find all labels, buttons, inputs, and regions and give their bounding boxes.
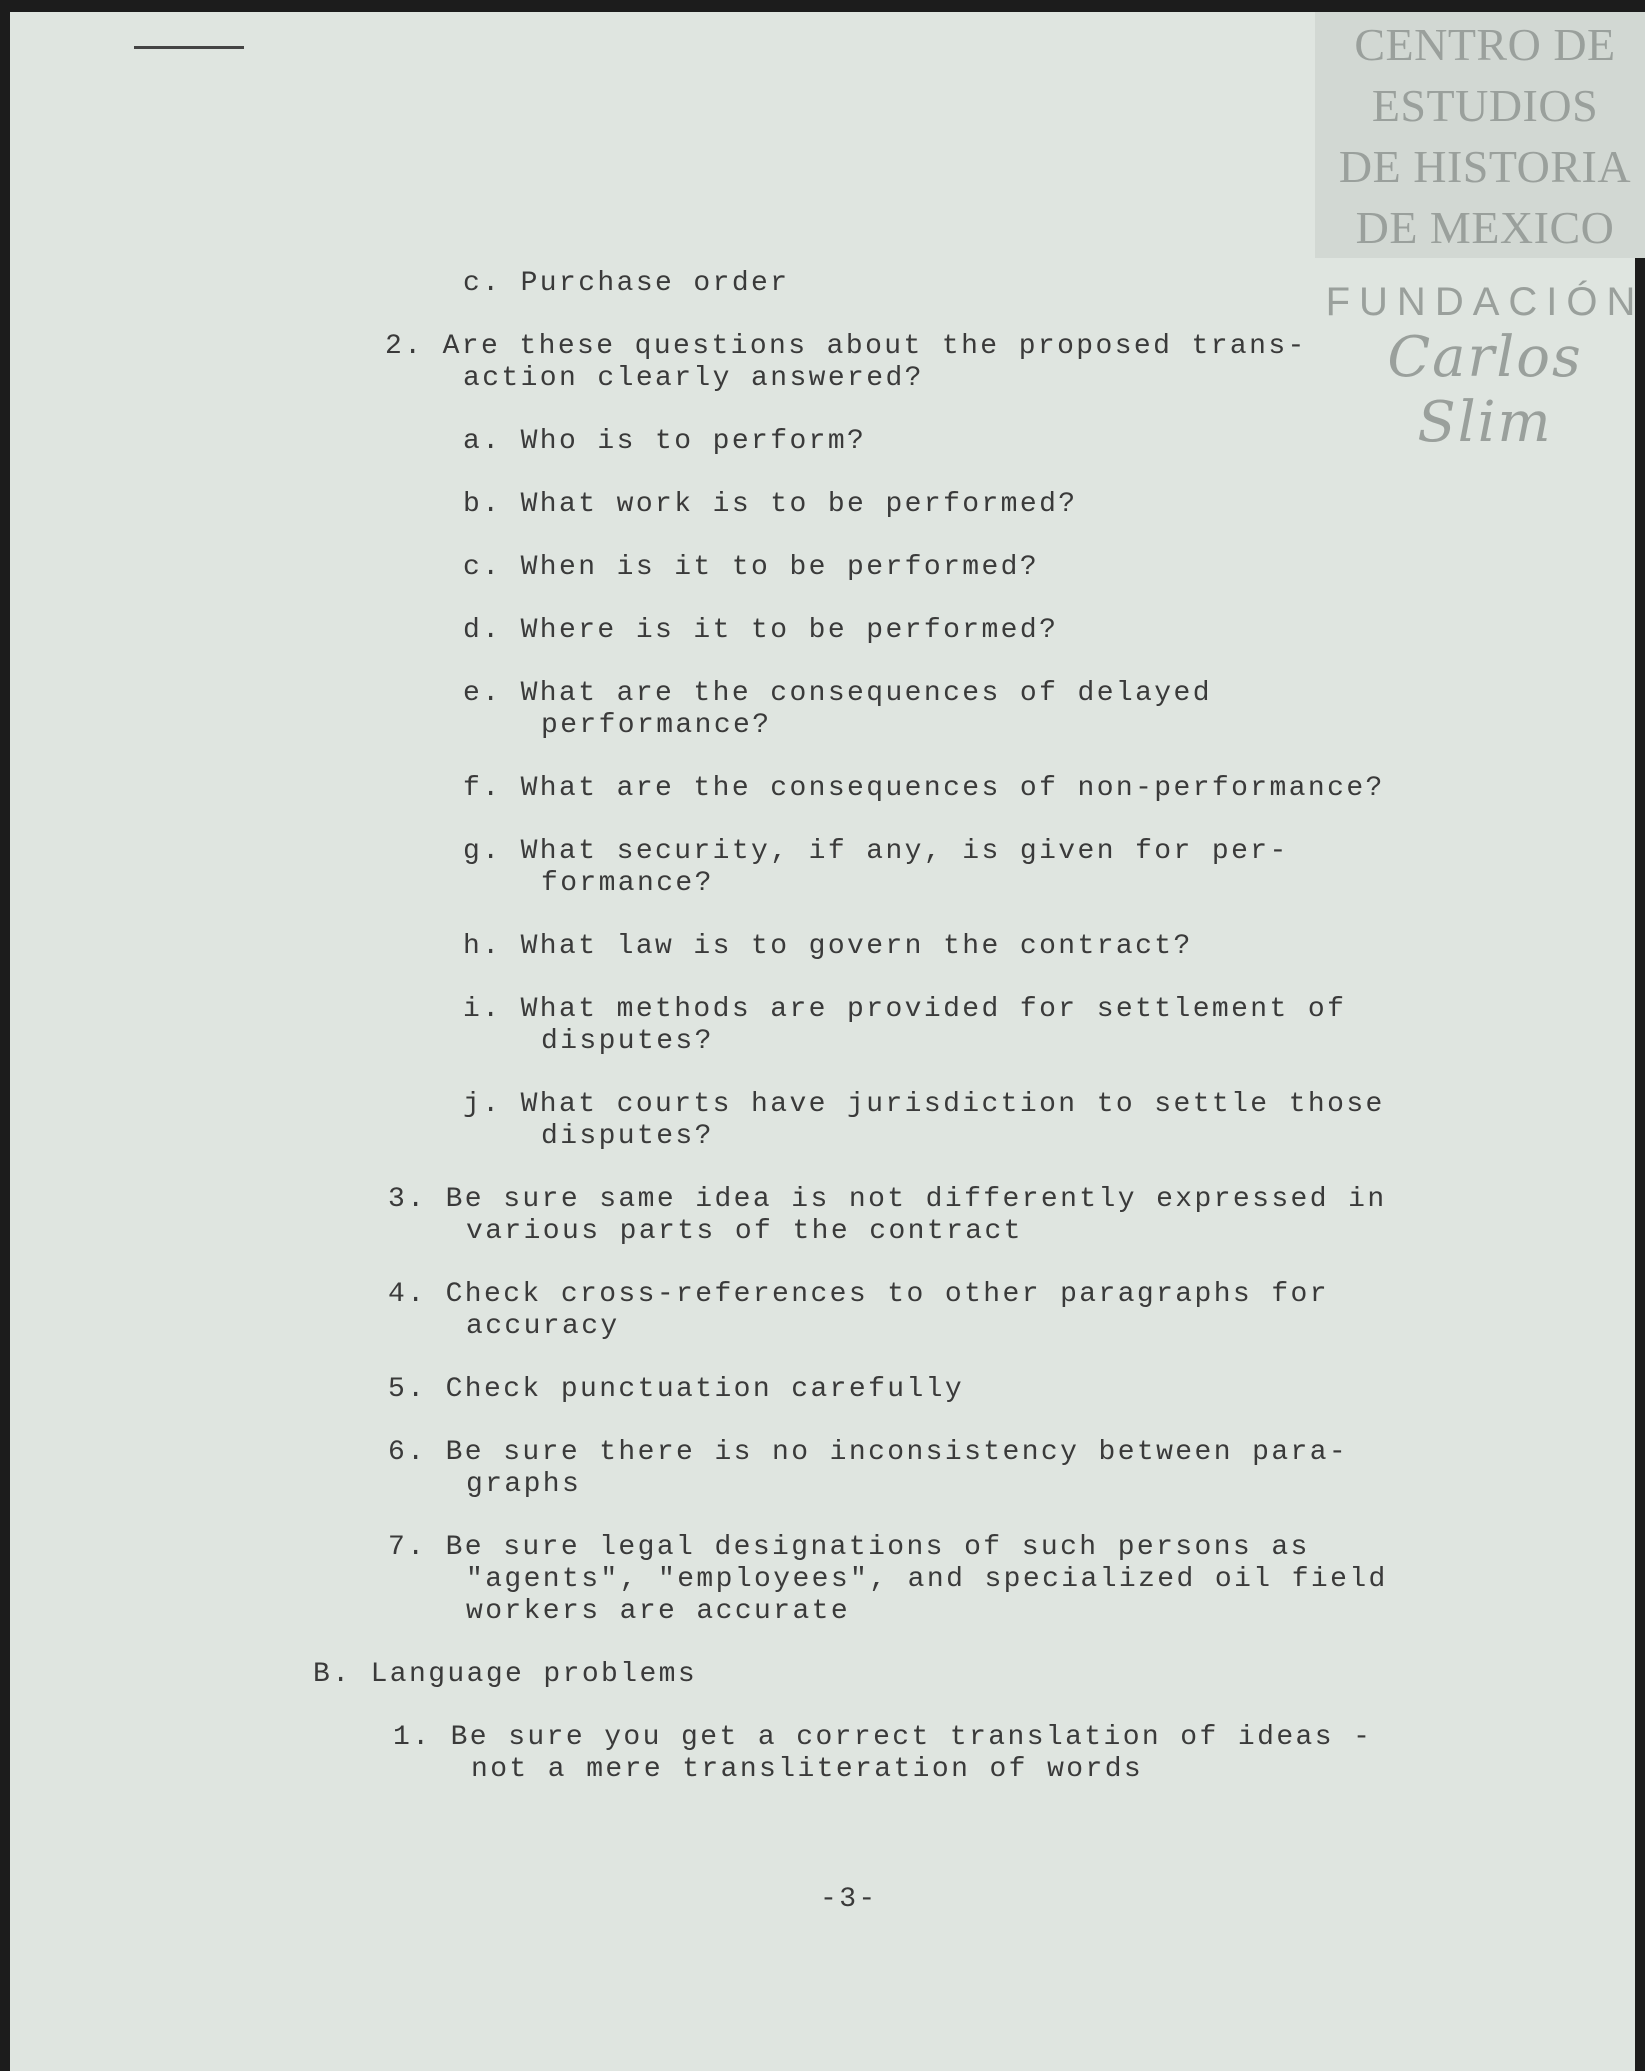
- archive-watermark: [1315, 12, 1645, 455]
- list-item: 2. Are these questions about the proposed trans-: [385, 331, 1307, 362]
- list-item: d. Where is it to be performed?: [463, 615, 1059, 646]
- watermark-signature-logo: Carlos Slim: [1387, 325, 1583, 455]
- list-item: g. What security, if any, is given for per-: [463, 836, 1289, 867]
- document-page: [10, 12, 1645, 2071]
- watermark-line: ESTUDIOS: [1371, 80, 1599, 131]
- list-item-continuation: accuracy: [466, 1311, 620, 1342]
- watermark-line: DE MEXICO: [1355, 202, 1615, 253]
- list-item-continuation: action clearly answered?: [463, 363, 924, 394]
- list-item: c. Purchase order: [463, 268, 790, 299]
- list-item: 5. Check punctuation carefully: [388, 1374, 965, 1405]
- list-item: 1. Be sure you get a correct translation of ideas -: [393, 1722, 1373, 1753]
- list-item-continuation: "agents", "employees", and specialized oil field: [466, 1564, 1388, 1595]
- list-item-continuation: graphs: [466, 1469, 582, 1500]
- list-item-continuation: workers are accurate: [466, 1596, 851, 1627]
- list-item: b. What work is to be performed?: [463, 489, 1078, 520]
- list-item: a. Who is to perform?: [463, 426, 867, 457]
- list-item: j. What courts have jurisdiction to settle those: [463, 1089, 1385, 1120]
- watermark-fundacion: FUNDACIÓN: [1325, 280, 1645, 324]
- list-item: c. When is it to be performed?: [463, 552, 1040, 583]
- list-item: i. What methods are provided for settlement of: [463, 994, 1347, 1025]
- top-margin-mark: [134, 46, 244, 49]
- watermark-box: [1315, 12, 1645, 258]
- list-item: f. What are the consequences of non-performance?: [463, 773, 1385, 804]
- list-item-continuation: performance?: [541, 710, 772, 741]
- list-item: 3. Be sure same idea is not differently expressed in: [388, 1184, 1387, 1215]
- watermark-line: DE HISTORIA: [1338, 141, 1632, 192]
- list-item: e. What are the consequences of delayed: [463, 678, 1212, 709]
- list-item-continuation: formance?: [541, 868, 714, 899]
- list-item-continuation: not a mere transliteration of words: [471, 1754, 1144, 1785]
- watermark-line: CENTRO DE: [1354, 19, 1616, 70]
- list-item-continuation: various parts of the contract: [466, 1216, 1023, 1247]
- list-item: 6. Be sure there is no inconsistency between para-: [388, 1437, 1349, 1468]
- list-item-continuation: disputes?: [541, 1026, 714, 1057]
- list-item: 7. Be sure legal designations of such persons as: [388, 1532, 1310, 1563]
- list-item: h. What law is to govern the contract?: [463, 931, 1193, 962]
- list-item-continuation: disputes?: [541, 1121, 714, 1152]
- page-number: -3-: [820, 1884, 878, 1915]
- list-item: 4. Check cross-references to other paragraphs for: [388, 1279, 1329, 1310]
- section-heading: B. Language problems: [313, 1659, 698, 1690]
